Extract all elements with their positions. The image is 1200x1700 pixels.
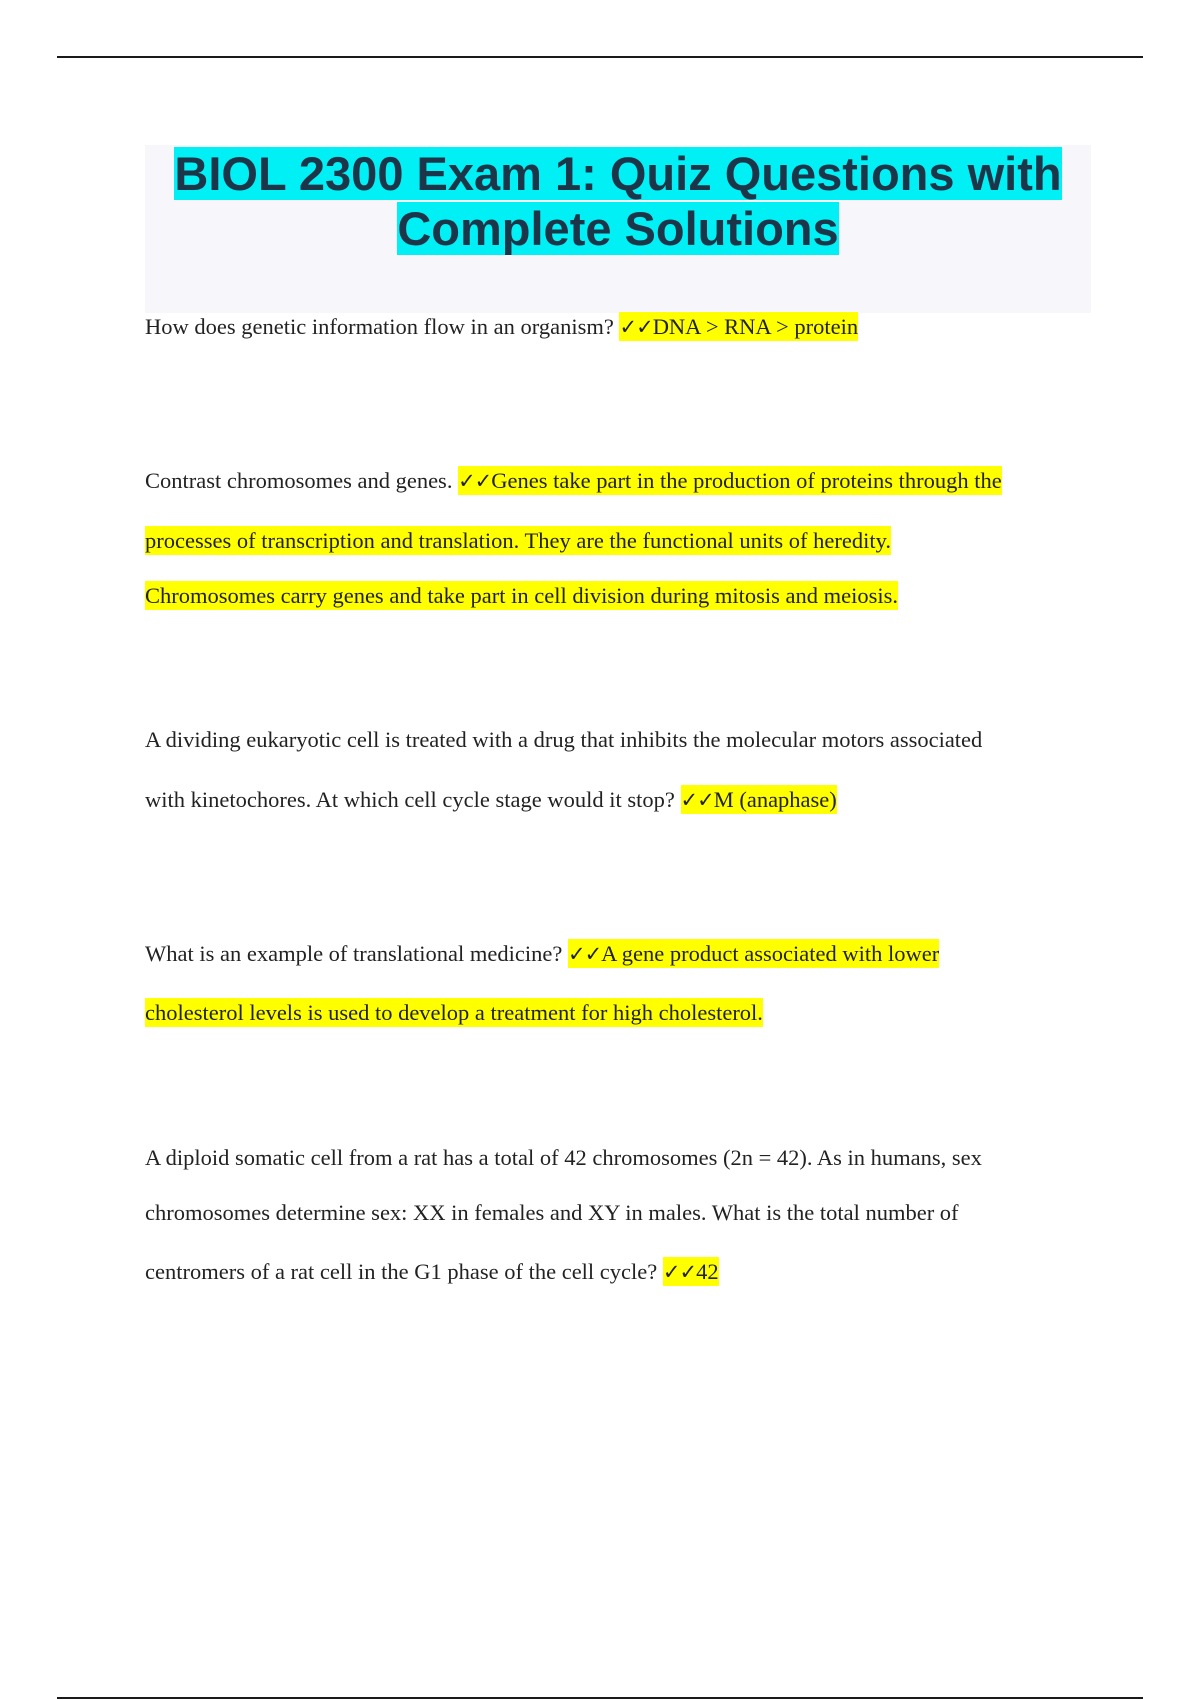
- document-title: [145, 146, 1091, 256]
- answer-text: cholesterol levels is used to develop a treatment for high cholesterol.: [145, 1000, 763, 1025]
- question-text: with kinetochores. At which cell cycle stage would it stop?: [145, 787, 675, 812]
- answer-highlight: [568, 939, 939, 968]
- answer-text: processes of transcription and translation. They are the functional units of heredity.: [145, 528, 892, 553]
- qa-line: [145, 1200, 959, 1226]
- qa-line: [145, 787, 837, 813]
- check-mark-icon: ✓✓: [619, 315, 653, 339]
- question-text: Contrast chromosomes and genes.: [145, 468, 453, 493]
- question-text: chromosomes determine sex: XX in females and XY in males. What is the total number of: [145, 1200, 959, 1225]
- qa-line: [145, 314, 858, 340]
- qa-line: [145, 1259, 719, 1285]
- qa-line: [145, 1145, 982, 1171]
- qa-line: [145, 468, 1002, 494]
- answer-text: A gene product associated with lower: [601, 941, 940, 966]
- check-mark-icon: ✓✓: [662, 1260, 697, 1284]
- answer-highlight: [663, 1257, 719, 1286]
- answer-text: 42: [696, 1259, 719, 1284]
- qa-line: [145, 941, 939, 967]
- qa-line: [145, 727, 982, 753]
- title-line-2: Complete Solutions: [397, 202, 839, 255]
- title-line-1: BIOL 2300 Exam 1: Quiz Questions with: [174, 147, 1062, 200]
- top-rule: [57, 56, 1143, 58]
- question-text: How does genetic information flow in an organism?: [145, 314, 614, 339]
- check-mark-icon: ✓✓: [458, 469, 492, 493]
- answer-highlight: [681, 785, 837, 814]
- question-text: centromers of a rat cell in the G1 phase of the cell cycle?: [145, 1259, 658, 1284]
- check-mark-icon: ✓✓: [680, 788, 714, 812]
- qa-line: [145, 528, 891, 554]
- bottom-rule: [57, 1697, 1143, 1699]
- question-text: What is an example of translational medicine?: [145, 941, 563, 966]
- answer-highlight: [619, 312, 858, 341]
- answer-text: Genes take part in the production of proteins through the: [491, 468, 1002, 493]
- question-text: A dividing eukaryotic cell is treated with a drug that inhibits the molecular motors associated: [145, 727, 983, 752]
- answer-text: Chromosomes carry genes and take part in cell division during mitosis and meiosis.: [145, 583, 898, 608]
- check-mark-icon: ✓✓: [567, 942, 602, 966]
- answer-text: DNA > RNA > protein: [652, 314, 859, 339]
- answer-highlight: [458, 466, 1002, 495]
- answer-text: M (anaphase): [713, 787, 837, 812]
- qa-line: [145, 583, 898, 609]
- question-text: A diploid somatic cell from a rat has a total of 42 chromosomes (2n = 42). As in humans, sex: [145, 1145, 982, 1170]
- qa-line: [145, 1000, 763, 1026]
